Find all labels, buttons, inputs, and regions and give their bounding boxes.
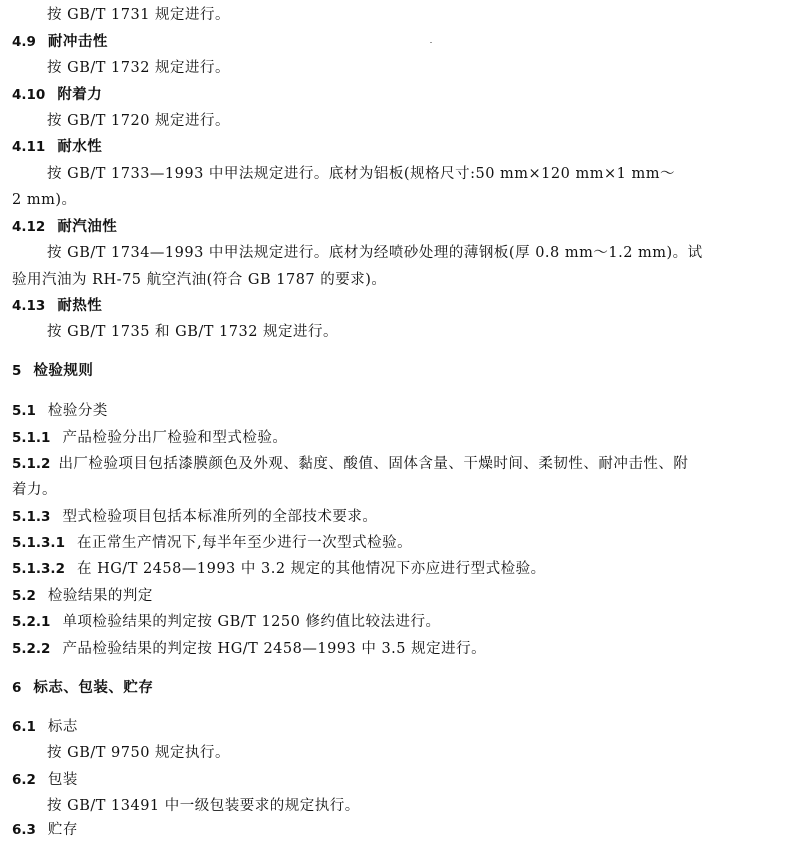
section-heading: 5 检验规则 bbox=[12, 362, 94, 379]
clause-heading: 6.2 包装 bbox=[12, 772, 78, 788]
clause-heading: 6.3 贮存 bbox=[12, 822, 78, 838]
clause-line: 5.1.1 产品检验分出厂检验和型式检验。 bbox=[12, 430, 288, 446]
text-line: 按 GB/T 1732 规定进行。 bbox=[47, 60, 231, 76]
text-line: 验用汽油为 RH-75 航空汽油(符合 GB 1787 的要求)。 bbox=[12, 272, 387, 288]
text-line: 按 GB/T 1734—1993 中甲法规定进行。底材为经喷砂处理的薄钢板(厚 0.8 mm～1.2 mm)。试 bbox=[47, 245, 703, 261]
clause-line: 5.2.2 产品检验结果的判定按 HG/T 2458—1993 中 3.5 规定进行。 bbox=[12, 641, 487, 657]
clause-line: 5.1.3.2 在 HG/T 2458—1993 中 3.2 规定的其他情况下亦应进行型式检验。 bbox=[12, 561, 546, 577]
text-line: 着力。 bbox=[12, 482, 57, 498]
section-heading: 6 标志、包装、贮存 bbox=[12, 679, 154, 696]
clause-heading: 4.10 附着力 bbox=[12, 86, 103, 103]
text-line: 按 GB/T 1720 规定进行。 bbox=[47, 113, 231, 129]
clause-heading: 4.9 耐冲击性 bbox=[12, 33, 108, 50]
text-line: 按 GB/T 13491 中一级包装要求的规定执行。 bbox=[47, 798, 360, 814]
clause-line: 5.1.3.1 在正常生产情况下,每半年至少进行一次型式检验。 bbox=[12, 535, 413, 551]
clause-heading: 4.13 耐热性 bbox=[12, 297, 103, 314]
text-line: 按 GB/T 1733—1993 中甲法规定进行。底材为铝板(规格尺寸:50 mm×120 mm×1 mm～ bbox=[47, 166, 675, 182]
text-line: 按 GB/T 9750 规定执行。 bbox=[47, 745, 231, 761]
clause-heading: 5.1 检验分类 bbox=[12, 403, 108, 419]
clause-line: 5.1.2 出厂检验项目包括漆膜颜色及外观、黏度、酸值、固体含量、干燥时间、柔韧性、耐冲击性、附 bbox=[12, 456, 689, 472]
clause-line: 5.2.1 单项检验结果的判定按 GB/T 1250 修约值比较法进行。 bbox=[12, 614, 441, 630]
text-line: 按 GB/T 1731 规定进行。 bbox=[47, 7, 231, 23]
clause-heading: 6.1 标志 bbox=[12, 719, 78, 735]
clause-heading: 5.2 检验结果的判定 bbox=[12, 588, 153, 604]
clause-heading: 4.12 耐汽油性 bbox=[12, 218, 118, 235]
clause-heading: 4.11 耐水性 bbox=[12, 138, 103, 155]
text-line: 按 GB/T 1735 和 GB/T 1732 规定进行。 bbox=[47, 324, 339, 340]
text-line: 2 mm)。 bbox=[12, 192, 77, 208]
clause-line: 5.1.3 型式检验项目包括本标准所列的全部技术要求。 bbox=[12, 509, 378, 525]
